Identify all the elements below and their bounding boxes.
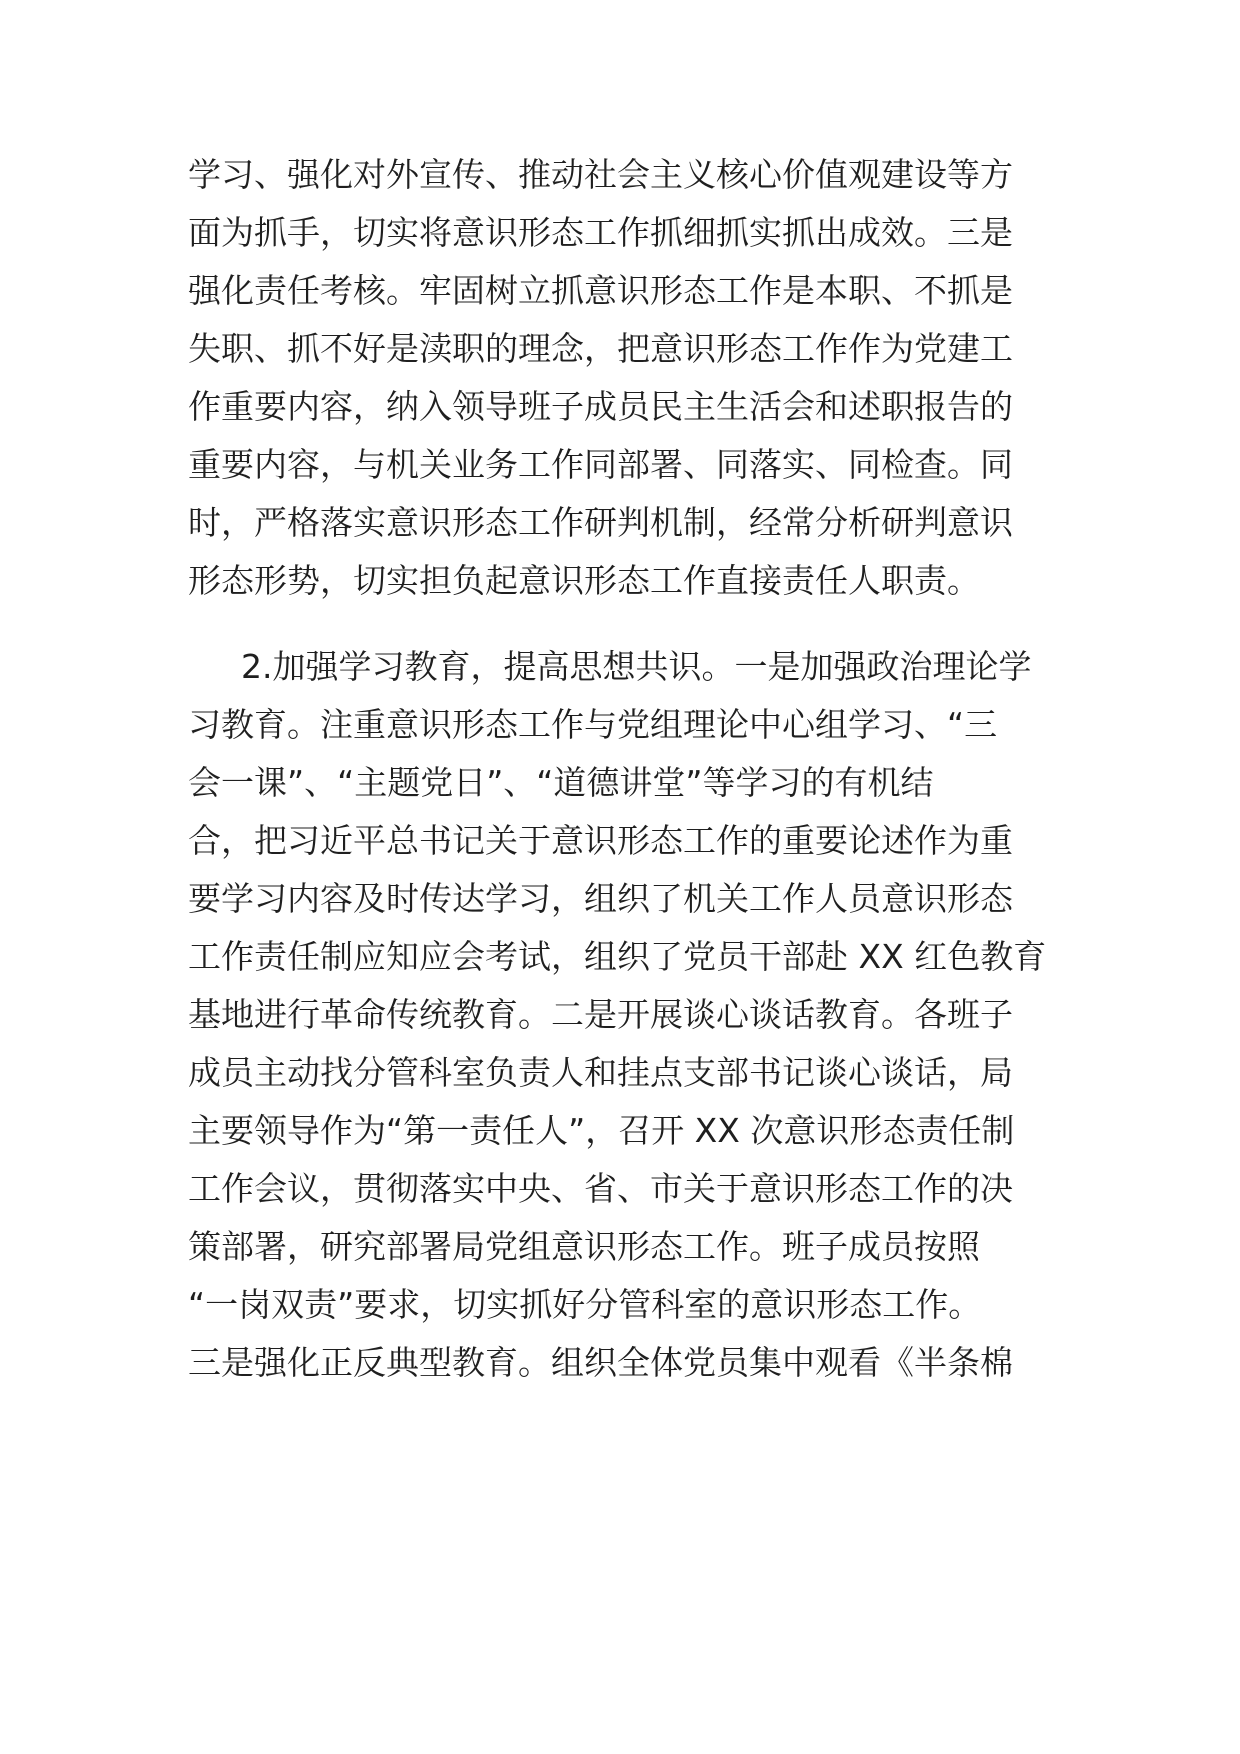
text-line: 学习、强化对外宣传、推动社会主义核心价值观建设等方 — [188, 155, 1013, 194]
text-line: 工作责任制应知应会考试，组织了党员干部赴 XX 红色教育 — [188, 937, 1047, 976]
text-line: 基地进行革命传统教育。二是开展谈心谈话教育。各班子 — [188, 995, 1013, 1034]
text-line: 合，把习近平总书记关于意识形态工作的重要论述作为重 — [188, 821, 1013, 860]
text-line: 时，严格落实意识形态工作研判机制，经常分析研判意识 — [188, 503, 1013, 542]
text-line: 主要领导作为“第一责任人”，召开 XX 次意识形态责任制 — [188, 1111, 1015, 1150]
text-line: 失职、抓不好是渎职的理念，把意识形态工作作为党建工 — [188, 329, 1013, 368]
text-line: 强化责任考核。牢固树立抓意识形态工作是本职、不抓是 — [188, 271, 1013, 310]
text-line: 作重要内容，纳入领导班子成员民主生活会和述职报告的 — [188, 387, 1013, 426]
text-line: 习教育。注重意识形态工作与党组理论中心组学习、“三 — [188, 705, 998, 744]
text-line: 策部署，研究部署局党组意识形态工作。班子成员按照 — [188, 1227, 980, 1266]
text-line-indented: 2.加强学习教育，提高思想共识。一是加强政治理论学 — [241, 647, 1032, 686]
text-line: 三是强化正反典型教育。组织全体党员集中观看《半条棉 — [188, 1343, 1013, 1382]
text-line: “一岗双责”要求，切实抓好分管科室的意识形态工作。 — [188, 1285, 982, 1324]
text-line: 要学习内容及时传达学习，组织了机关工作人员意识形态 — [188, 879, 1013, 918]
text-line: 会一课”、“主题党日”、“道德讲堂”等学习的有机结 — [188, 763, 934, 802]
text-line: 重要内容，与机关业务工作同部署、同落实、同检查。同 — [188, 445, 1013, 484]
text-line: 形态形势，切实担负起意识形态工作直接责任人职责。 — [188, 561, 980, 600]
text-line: 成员主动找分管科室负责人和挂点支部书记谈心谈话，局 — [188, 1053, 1013, 1092]
text-line: 面为抓手，切实将意识形态工作抓细抓实抓出成效。三是 — [188, 213, 1013, 252]
text-line: 工作会议，贯彻落实中央、省、市关于意识形态工作的决 — [188, 1169, 1013, 1208]
